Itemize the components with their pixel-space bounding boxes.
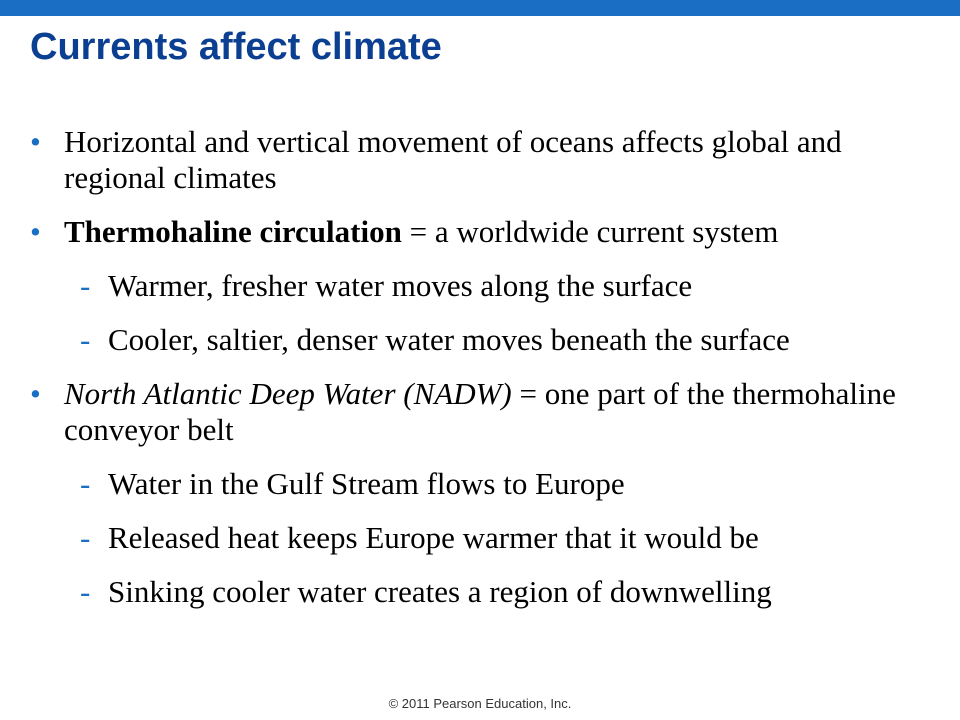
top-accent-bar bbox=[0, 0, 960, 16]
sub-bullet-marker: - bbox=[80, 322, 91, 357]
bullet-term: Thermohaline circulation bbox=[64, 214, 402, 249]
slide-content bbox=[30, 124, 940, 628]
copyright-footer: © 2011 Pearson Education, Inc. bbox=[388, 696, 572, 711]
bullet-item bbox=[30, 376, 940, 448]
sub-bullet-marker: - bbox=[80, 268, 91, 303]
sub-bullet-item bbox=[30, 466, 940, 502]
sub-bullet-item bbox=[30, 268, 940, 304]
sub-bullet-text: Water in the Gulf Stream flows to Europe bbox=[108, 466, 625, 501]
bullet-marker: • bbox=[30, 376, 41, 411]
sub-bullet-marker: - bbox=[80, 520, 91, 555]
sub-bullet-item bbox=[30, 520, 940, 556]
bullet-term: North Atlantic Deep Water (NADW) bbox=[64, 376, 512, 411]
bullet-text: = a worldwide current system bbox=[401, 214, 779, 249]
sub-bullet-item bbox=[30, 322, 940, 358]
bullet-marker: • bbox=[30, 124, 41, 159]
sub-bullet-marker: - bbox=[80, 466, 91, 501]
sub-bullet-text: Released heat keeps Europe warmer that it would be bbox=[108, 520, 759, 555]
sub-bullet-text: Cooler, saltier, denser water moves beneath the surface bbox=[108, 322, 790, 357]
slide-title: Currents affect climate bbox=[30, 26, 442, 68]
bullet-marker: • bbox=[30, 214, 41, 249]
bullet-item bbox=[30, 124, 940, 196]
bullet-text: Horizontal and vertical movement of oceans affects global and regional climates bbox=[64, 124, 842, 195]
sub-bullet-marker: - bbox=[80, 574, 91, 609]
sub-bullet-item bbox=[30, 574, 940, 610]
sub-bullet-text: Warmer, fresher water moves along the surface bbox=[108, 268, 693, 303]
bullet-text: = one part of the thermohaline conveyor belt bbox=[64, 376, 896, 447]
sub-bullet-text: Sinking cooler water creates a region of downwelling bbox=[108, 574, 772, 609]
bullet-item bbox=[30, 214, 940, 250]
